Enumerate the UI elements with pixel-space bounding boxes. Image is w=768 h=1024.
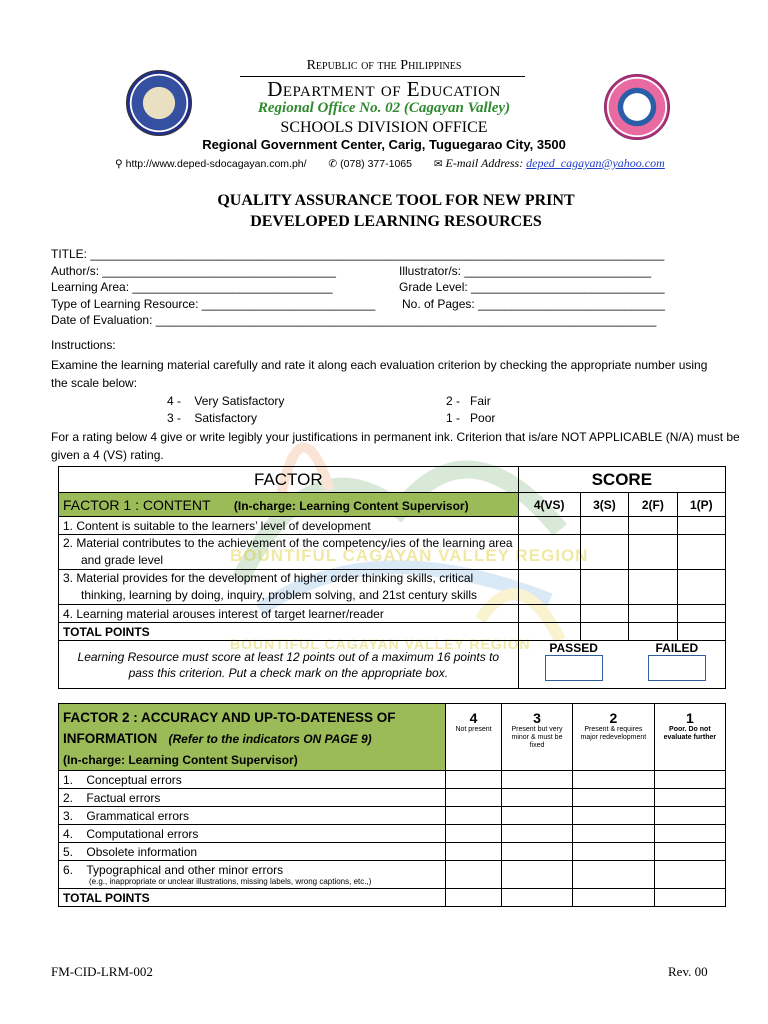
form-code: FM-CID-LRM-002 [51,964,153,979]
error-item [59,789,446,807]
table-row [59,843,726,861]
score-cell[interactable] [580,535,628,570]
item-label: Obsolete information [86,844,198,859]
learning-area-field[interactable]: Learning Area: ______________________________ [51,280,333,294]
item-label: Computational errors [86,826,199,841]
factor2-table [58,703,726,907]
factor1-title-cell [59,493,519,517]
office-address: Regional Government Center, Carig, Tuguegarao City, 3500 [202,137,566,152]
division-office: SCHOOLS DIVISION OFFICE [280,119,488,136]
table-row [59,771,726,789]
revision: Rev. 00 [668,964,708,979]
regional-office: Regional Office No. 02 (Cagayan Valley) [257,100,511,116]
total-row [59,623,726,641]
item-number: 4. [63,826,74,841]
factor1-table [58,466,726,689]
scale-number: 3 - [167,411,182,425]
col-2f: 2(F) [629,493,677,517]
grade-level-field[interactable]: Grade Level: _____________________________ [399,280,665,294]
contact-line [115,156,665,171]
scale-4 [167,394,284,408]
score-cell[interactable] [580,605,628,623]
item-label: Grammatical errors [86,808,190,823]
criterion-3: 3. Material provides for the development of higher order thinking skills, critical thinking, learning by doing, inquiry, problem solving, and 21st century skills [59,570,519,605]
item-number: 3. [63,808,74,823]
table-row [59,861,726,889]
title-line-1: QUALITY ASSURANCE TOOL FOR NEW PRINT [217,192,575,209]
score-cell[interactable] [518,605,580,623]
total-cell[interactable] [629,623,677,641]
score-cell[interactable] [677,517,725,535]
globe-icon: ⚲ [115,158,123,170]
score-cell[interactable] [518,517,580,535]
factor1-title: FACTOR 1 : CONTENT [63,496,211,513]
department-heading: Department of Education [267,77,501,101]
score-cell[interactable] [573,789,655,807]
republic-heading: Republic of the Philippines [306,58,462,73]
score-cell[interactable] [654,861,725,889]
score-cell[interactable] [573,861,655,889]
scale-2 [446,394,491,408]
scale-3 [167,411,257,425]
document-title [0,190,768,232]
score-cell[interactable] [573,825,655,843]
col-number: 2 [609,710,618,726]
email-label: E-mail Address: [445,156,524,170]
score-cell[interactable] [501,843,572,861]
col-3s: 3(S) [580,493,628,517]
phone-number: (078) 377-1065 [340,158,412,170]
pass-note: Learning Resource must score at least 12 points out of a maximum 16 points to pass this criterion. Put a check mark on the appropriate box. [59,641,519,689]
watermark-text: BOUNTIFUL CAGAYAN VALLEY REGION [230,636,531,652]
instructions-heading: Instructions: [51,338,116,352]
error-item [59,825,446,843]
resource-type-field[interactable]: Type of Learning Resource: __________________________ [51,297,376,311]
scale-number: 2 - [446,394,461,408]
table-row [59,517,726,535]
total-cell[interactable] [677,623,725,641]
table-row [59,807,726,825]
item-label: Factual errors [86,790,161,805]
passed-cell [518,641,629,689]
total-cell[interactable] [518,623,580,641]
col-4vs: 4(VS) [518,493,580,517]
col-4 [446,704,502,771]
error-item [59,843,446,861]
email-link[interactable]: deped_cagayan@yahoo.com [526,156,665,170]
score-cell[interactable] [677,605,725,623]
score-cell[interactable] [446,789,502,807]
item-number: 6. [63,862,74,877]
website-link[interactable]: http://www.deped-sdocagayan.com.ph/ [125,158,307,170]
score-cell[interactable] [518,535,580,570]
score-cell[interactable] [446,771,502,789]
author-field[interactable]: Author/s: ___________________________________ [51,264,336,278]
pages-field[interactable]: No. of Pages: ____________________________ [402,297,665,311]
error-item [59,771,446,789]
watermark-text: BOUNTIFUL CAGAYAN VALLEY REGION [230,546,589,565]
table-row [59,570,726,605]
factor2-incharge: (In-charge: Learning Content Supervisor) [63,753,298,767]
score-cell[interactable] [677,570,725,605]
title-field[interactable]: TITLE: ______________________________________________________________________________________ [51,247,665,261]
table-row [59,605,726,623]
error-item [59,807,446,825]
score-cell[interactable] [654,825,725,843]
score-cell[interactable] [501,807,572,825]
passed-label: PASSED [549,641,598,655]
scale-label: Fair [470,394,491,408]
col-1 [654,704,725,771]
criterion-1: 1. Content is suitable to the learners’ level of development [59,517,519,535]
total-row [59,889,726,907]
col-number: 3 [533,710,541,726]
col-desc: Present but very minor & must be fixed [511,726,563,749]
score-cell[interactable] [580,517,628,535]
score-cell[interactable] [446,861,502,889]
factor2-title: FACTOR 2 : ACCURACY AND UP-TO-DATENESS OF INFORMATION [63,710,396,746]
item-number: 2. [63,790,74,805]
passed-checkbox[interactable] [545,655,603,681]
score-cell[interactable] [446,825,502,843]
score-cell[interactable] [518,570,580,605]
score-cell[interactable] [501,771,572,789]
score-header: SCORE [518,467,725,493]
item-label: Conceptual errors [86,772,182,787]
criterion-2: 2. Material contributes to the achievement of the competency/ies of the learning area and grade level [59,535,519,570]
factor-header: FACTOR [59,467,519,493]
error-item [59,861,446,889]
col-number: 1 [685,710,694,726]
total-label: TOTAL POINTS [59,889,446,907]
failed-label: FAILED [655,641,699,655]
score-cell[interactable] [654,807,725,825]
factor2-refer: (Refer to the indicators ON PAGE 9) [168,732,372,746]
col-desc: Present & requires major redevelopment [580,726,647,741]
total-cell[interactable] [580,623,628,641]
col-desc: Not present [455,726,492,733]
rating-note: For a rating below 4 give or write legibly your justifications in permanent ink. Criterion that is/are NOT APPLICABLE (N/A) must be given a 4 (VS) rating. [51,430,740,462]
col-number: 4 [469,710,478,726]
title-line-2: DEVELOPED LEARNING RESOURCES [250,213,542,230]
factor2-title-wrap [63,707,441,750]
criterion-4: 4. Learning material arouses interest of target learner/reader [59,605,519,623]
illustrator-field[interactable]: Illustrator/s: ____________________________ [399,264,652,278]
score-cell[interactable] [573,843,655,861]
total-label: TOTAL POINTS [59,623,519,641]
scale-number: 1 - [446,411,461,425]
col-2 [573,704,655,771]
total-cell[interactable] [654,889,725,907]
score-cell[interactable] [573,807,655,825]
score-cell[interactable] [573,771,655,789]
score-cell[interactable] [446,843,502,861]
score-cell[interactable] [501,825,572,843]
score-cell[interactable] [629,517,677,535]
scale-label: Poor [470,411,496,425]
score-cell[interactable] [580,570,628,605]
score-cell[interactable] [446,807,502,825]
score-cell[interactable] [501,861,572,889]
envelope-icon: ✉ [433,158,443,170]
date-field[interactable]: Date of Evaluation: ___________________________________________________________________________ [51,313,657,327]
col-1p: 1(P) [677,493,725,517]
item-sub-label: (e.g., inappropriate or unclear illustrations, missing labels, wrong captions, etc.,) [89,876,372,886]
score-cell[interactable] [629,570,677,605]
score-cell[interactable] [629,535,677,570]
table-row [59,789,726,807]
col-3 [501,704,572,771]
score-cell[interactable] [654,771,725,789]
instructions-body: Examine the learning material carefully and rate it along each evaluation criterion by checking the appropriate number using the scale below: [51,358,708,390]
failed-cell [629,641,726,689]
total-cell[interactable] [501,889,572,907]
table-row [59,825,726,843]
score-cell[interactable] [501,789,572,807]
factor1-incharge: (In-charge: Learning Content Supervisor) [233,498,469,513]
item-number: 5. [63,844,74,859]
failed-checkbox[interactable] [648,655,706,681]
total-cell[interactable] [573,889,655,907]
score-cell[interactable] [629,605,677,623]
score-cell[interactable] [654,789,725,807]
item-number: 1. [63,772,74,787]
total-cell[interactable] [446,889,502,907]
factor2-title-cell [59,704,446,771]
scale-number: 4 - [167,394,182,408]
score-cell[interactable] [677,535,725,570]
col-desc: Poor. Do not evaluate further [663,726,717,741]
scale-label: Very Satisfactory [194,394,285,408]
phone-icon: ✆ [328,158,338,170]
pass-row [59,641,726,689]
scale-1 [446,411,495,425]
table-row [59,535,726,570]
score-cell[interactable] [654,843,725,861]
scale-label: Satisfactory [194,411,258,425]
item-label: Typographical and other minor errors [86,862,284,877]
